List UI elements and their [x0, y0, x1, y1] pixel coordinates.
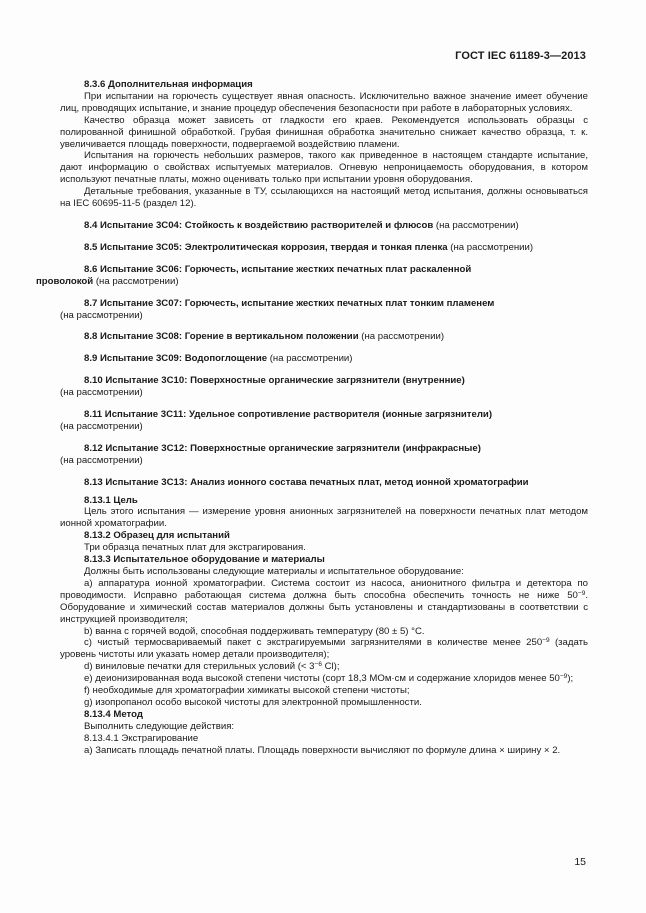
paragraph: Детальные требования, указанные в ТУ, ссылающихся на настоящий метод испытания, должны основываться на IEC 60695-11-5 (раздел 12). — [60, 186, 588, 210]
section-title: 8.10 Испытание 3C10: Поверхностные органические загрязнители (внутренние) — [84, 375, 465, 387]
list-text: . Оборудование и химический состав материалов должны быть установлены и стандартизованы в соответствии с инструкцией производителя; — [60, 589, 588, 625]
section-title: 8.12 Испытание 3C12: Поверхностные органические загрязнители (инфракрасные) — [84, 442, 481, 454]
superscript: −9 — [559, 673, 568, 681]
section-title: 8.9 Испытание 3C09: Водопоглощение — [84, 353, 268, 365]
section-status: (на рассмотрении) — [447, 241, 534, 253]
heading-8-3-6: 8.3.6 Дополнительная информация — [84, 79, 253, 90]
paragraph: Три образца печатных плат для экстрагирования. — [84, 542, 306, 554]
section-status: (на рассмотрении) — [60, 387, 143, 399]
list-text: а) аппаратура ионной хроматографии. Система состоит из насоса, анионитного фильтра и детектора по проводимости. Исправно работающая система должна быть способна обеспечить точность не ниже 50 — [60, 577, 588, 601]
list-item-c — [60, 637, 588, 661]
heading-8-13-3: 8.13.3 Испытательное оборудование и материалы — [84, 554, 325, 566]
section-8-7 — [60, 298, 588, 322]
section-title: 8.7 Испытание 3C07: Горючесть, испытание жестких печатных плат тонким пламенем — [84, 297, 495, 309]
section-8-8 — [60, 331, 588, 343]
paragraph: Выполнить следующие действия: — [84, 720, 235, 732]
section-8-9 — [60, 353, 588, 365]
page-number: 15 — [574, 856, 586, 868]
section-8-13 — [60, 477, 588, 489]
heading-8-13-4-1: 8.13.4.1 Экстрагирование — [84, 732, 199, 744]
section-status: (на рассмотрении) — [433, 219, 519, 231]
list-item-e — [60, 673, 588, 685]
section-8-11 — [60, 409, 588, 433]
paragraph: При испытании на горючесть существует явная опасность. Исключительно важное значение имеет обучение лиц, проводящих испытание, и знание процедур обеспечения безопасности при работе в лабораторных условиях. — [60, 90, 588, 114]
list-text: (задать уровень чистоты или указать номер детали производителя); — [60, 637, 588, 661]
superscript: −6 — [314, 661, 322, 669]
section-title: 8.6 Испытание 3C06: Горючесть, испытание жестких печатных плат раскаленной — [84, 263, 472, 275]
list-item-b: b) ванна с горячей водой, способная поддерживать температуру (80 ± 5) °С. — [84, 625, 425, 637]
section-title: 8.13 Испытание 3C13: Анализ ионного состава печатных плат, метод ионной хроматографии — [84, 476, 529, 488]
section-status: (на рассмотрении) — [358, 331, 445, 343]
section-8-12 — [60, 443, 588, 467]
paragraph: а) Записать площадь печатной платы. Площадь поверхности вычисляют по формуле длина × ширину × 2. — [84, 744, 561, 756]
paragraph: Должны быть использованы следующие материалы и испытательное оборудование: — [84, 566, 464, 577]
section-status: (на рассмотрении) — [60, 454, 143, 466]
section-title-cont: проволокой — [36, 275, 94, 287]
list-item-d — [60, 661, 588, 673]
paragraph: Цель этого испытания — измерение уровня анионных загрязнителей на поверхности печатных плат методом ионной хроматографии. — [60, 506, 588, 530]
list-text: с) чистый термосвариваемый пакет с экстрагируемыми загрязнителями в количестве менее 250 — [84, 637, 543, 649]
section-title: 8.5 Испытание 3C05: Электролитическая коррозия, твердая и тонкая пленка — [84, 241, 448, 253]
list-text: Cl); — [321, 661, 340, 673]
paragraph: Испытания на горючесть небольших размеров, такого как приведенное в настоящем стандарте испытание, дают информацию о свойствах испытуемых материалов. Огневую непроницаемость оборудования, в котором используют печатные платы, можно оценивать только при испытании уровня оборудования. — [60, 150, 588, 186]
heading-8-13-1: 8.13.1 Цель — [84, 494, 138, 506]
list-item-g: g) изопропанол особо высокой чистоты для электронной промышленности. — [84, 696, 422, 708]
section-status: (на рассмотрении) — [60, 309, 143, 321]
section-status: (на рассмотрении) — [93, 275, 179, 287]
section-title: 8.4 Испытание 3C04: Стойкость к воздействию растворителей и флюсов — [84, 219, 434, 231]
section-8-10 — [60, 375, 588, 399]
section-8-5 — [60, 242, 588, 254]
section-8-6 — [36, 263, 588, 288]
section-title: 8.11 Испытание 3C11: Удельное сопротивление растворителя (ионные загрязнители) — [84, 409, 493, 421]
list-text: d) виниловые печатки для стерильных условий (< 3 — [84, 661, 315, 673]
list-item-f: f) необходимые для хроматографии химикаты высокой степени чистоты; — [84, 685, 410, 697]
page-body — [36, 79, 588, 757]
superscript: −9 — [577, 589, 586, 597]
section-status: (на рассмотрении) — [267, 353, 353, 365]
list-text: е) деионизированная вода высокой степени чистоты (сорт 18,3 МОм·см и содержание хлоридов менее 50 — [84, 673, 560, 685]
section-8-4 — [60, 220, 588, 232]
list-item-a — [60, 578, 588, 626]
section-status: (на рассмотрении) — [60, 420, 143, 432]
standard-header: ГОСТ IEC 61189-3—2013 — [455, 50, 586, 62]
superscript: −9 — [542, 637, 550, 645]
list-text: ); — [567, 673, 574, 685]
heading-8-13-2: 8.13.2 Образец для испытаний — [84, 530, 230, 542]
heading-8-13-4: 8.13.4 Метод — [84, 708, 143, 720]
paragraph: Качество образца может зависеть от гладкости его краев. Рекомендуется использовать образцы с полированной финишной обработкой. Грубая финишная обработка значительно снижает качество образца, т. к. увеличивается площадь поверхности, подвергаемой воздействию пламени. — [60, 114, 588, 150]
section-title: 8.8 Испытание 3C08: Горение в вертикальном положении — [84, 331, 359, 343]
